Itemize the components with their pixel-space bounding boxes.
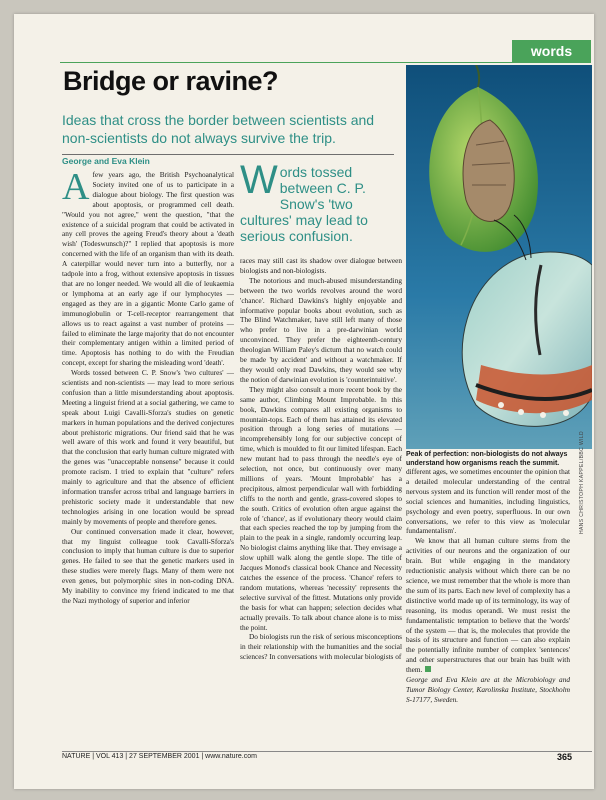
photo-caption: Peak of perfection: non-biologists do not always understand how organisms reach the summit. <box>406 451 568 467</box>
pull-quote-text: ords tossed between C. P. Snow's 'two cultures' may lead to serious confusion. <box>240 164 368 244</box>
pull-quote <box>240 158 400 244</box>
byline: George and Eva Klein <box>62 156 150 166</box>
paragraph: Words tossed between C. P. Snow's 'two cultures' — scientists and non-scientists — may lead to more serious confusion than a little misunderstanding about apoptosis. Meeting a linguist friend at a social gathering, we came to speak about Luigi Cavalli-Sforza's studies on genetic markers in human populations and the derived conjectures about prehistoric migrations. Our friend said that he was well aware of this work and found it very beautiful, but that the conclusion that early human culture migrated with the genes was "unacceptable nonsense" because it could promote racism. I tried to explain that "culture" refers mainly to agriculture and that the absence of efficient information transfer across tribal and language barriers in prehistoric society made it understandable that new technologies arising in one location would be spread mainly by movements of people and therefore genes. <box>62 368 234 526</box>
standfirst: Ideas that cross the border between scientists and non-scientists do not always survive the trip. <box>62 112 375 146</box>
paragraph <box>62 170 234 368</box>
paragraph <box>406 536 570 675</box>
paragraph-text: We know that all human culture stems from the activities of our neurons and the organization of our brain. But while engaging in the mandatory reductionistic analysis without which there can be no science, we must remember that the whole is more than the sum of its parts. Each new level of complexity has a distinctive world made up of its terminology, its way of reasoning, its modus operandi. We must resist the fundamentalistic temptation to believe that the 'words' of the system — that is, the molecules that provide the basis of its structure and function — can also explain the potentially infinite number of complex 'sentences' and other superstructures that our brain has built with them. <box>406 536 570 675</box>
paragraph: Our continued conversation made it clear, however, that my linguist colleague took Cavalli-Sforza's conclusion to imply that human culture is due to superior genes. He failed to see that the genetic markers used in these studies were merely flags. Many of them were not even genes, but polymorphic sites in non-coding DNA. My inability to convince my friend indicated to me that the Nazi mythology of superior and inferior <box>62 526 234 605</box>
column-1 <box>62 170 234 745</box>
section-tag: words <box>512 40 591 62</box>
pull-quote-cap: W <box>240 158 278 202</box>
paragraph: races may still cast its shadow over dialogue between biologists and non-biologists. <box>240 256 402 275</box>
butterfly-photo <box>406 65 592 449</box>
standfirst-rule <box>62 154 394 155</box>
author-note: George and Eva Klein are at the Microbiology and Tumor Biology Center, Karolinska Institute, Stockholm S-17177, Sweden. <box>406 675 570 704</box>
end-mark <box>425 666 431 672</box>
magazine-page <box>14 14 594 789</box>
butterfly-illustration <box>406 65 592 449</box>
footer-rule <box>62 751 592 752</box>
footer: NATURE | VOL 413 | 27 SEPTEMBER 2001 | www.nature.com <box>62 753 257 760</box>
paragraph: different ages, we sometimes encounter the opinion that a detailed molecular understanding of the central nervous system and its function will render most of the social sciences and humanities, including linguistics, psychology and even poetry, superfluous. In our own conversations, we refer to this view as 'molecular fundamentalism'. <box>406 467 570 536</box>
headline: Bridge or ravine? <box>63 66 279 96</box>
section-rule <box>60 62 591 63</box>
drop-cap: A <box>62 170 90 208</box>
page-number: 365 <box>557 752 573 762</box>
column-3 <box>406 467 570 745</box>
column-2 <box>240 256 402 745</box>
paragraph: Do biologists run the risk of serious misconceptions in their relationship with the humanities and the social sciences? In conversations with molecular biologists of <box>240 632 402 662</box>
paragraph: The notorious and much-abused misunderstanding between the two worlds revolves around the word 'chance'. Richard Dawkins's highly enjoyable and informative popular books about evolution, such as The Blind Watchmaker, have still left many of those who prefer to live in a pre-darwinian world unconvinced. They prefer the eighteenth-century theologian William Paley's dictum that no watch could be made 'by accident' and without a watchmaker. If they would only read Dawkins, they would see why the notion of darwinian evolution is 'counterintuitive'. <box>240 275 402 384</box>
paragraph: They might also consult a more recent book by the same author, Climbing Mount Improbable. In this book, Dawkins compares all existing organisms to mountain-tops. Each of them has attained its elevated position through a long series of mutations — incomprehensibly long for our subjective concept of time, which is moulded to fit our limited lifespan. Each new mutant had to pass through the needle's eye of selection, not once, but continuously over many millions of years. 'Mount Improbable' has a precipitous, almost perpendicular wall with forbidding cliffs to the north and gentle, grass-covered slopes to the south. Critics of evolution often argue against the role of 'chance', as if evolutionary theory would claim that each species reached the top by jumping from the plain to the peak in a single, randomly occurring leap. No biologist claims anything like that. They envisage a slow uphill walk along the gentle slope. The title of Jacques Monod's classical book Chance and Necessity catches the essence of the process. 'Chance' refers to random mutations, whereas 'necessity' represents the selective survival of the fittest. Mutations only provide the basis for what can happen; selection decides what actually prevails. To talk about chance alone is to miss the point. <box>240 384 402 632</box>
photo-credit: HANS CHRISTOPH KAPPEL/BBC WILD <box>579 430 585 534</box>
paragraph-text: few years ago, the British Psychoanalytical Society invited one of us to participate in a dialogue about biology. The first question was about apoptosis, or programmed cell death. "Would you not agree," went the question, "that the existence of a suicidal program that could be activated in any cell proves the ageing Freud's theory about a 'death wish' (Todeswunsch)?" I replied that apoptosis is more concerned with the life of an organism than with its death. A caterpillar would never turn into a butterfly, nor a tadpole into a frog, without extensive apoptosis in tissues that are no longer needed. We would all die of leukaemia or lymphoma at an early age if our lymphocytes — engaged as they are in a gigantic Monte Carlo game of immunoglobulin or T-cell-receptor rearrangement that allows us to react against a vast number of proteins — failed to eliminate the large majority that do not encounter their complementary antigen within a limited period of time. Apoptosis has nothing to do with the Freudian concept, except for sharing the misleading word 'death'. <box>62 170 234 368</box>
